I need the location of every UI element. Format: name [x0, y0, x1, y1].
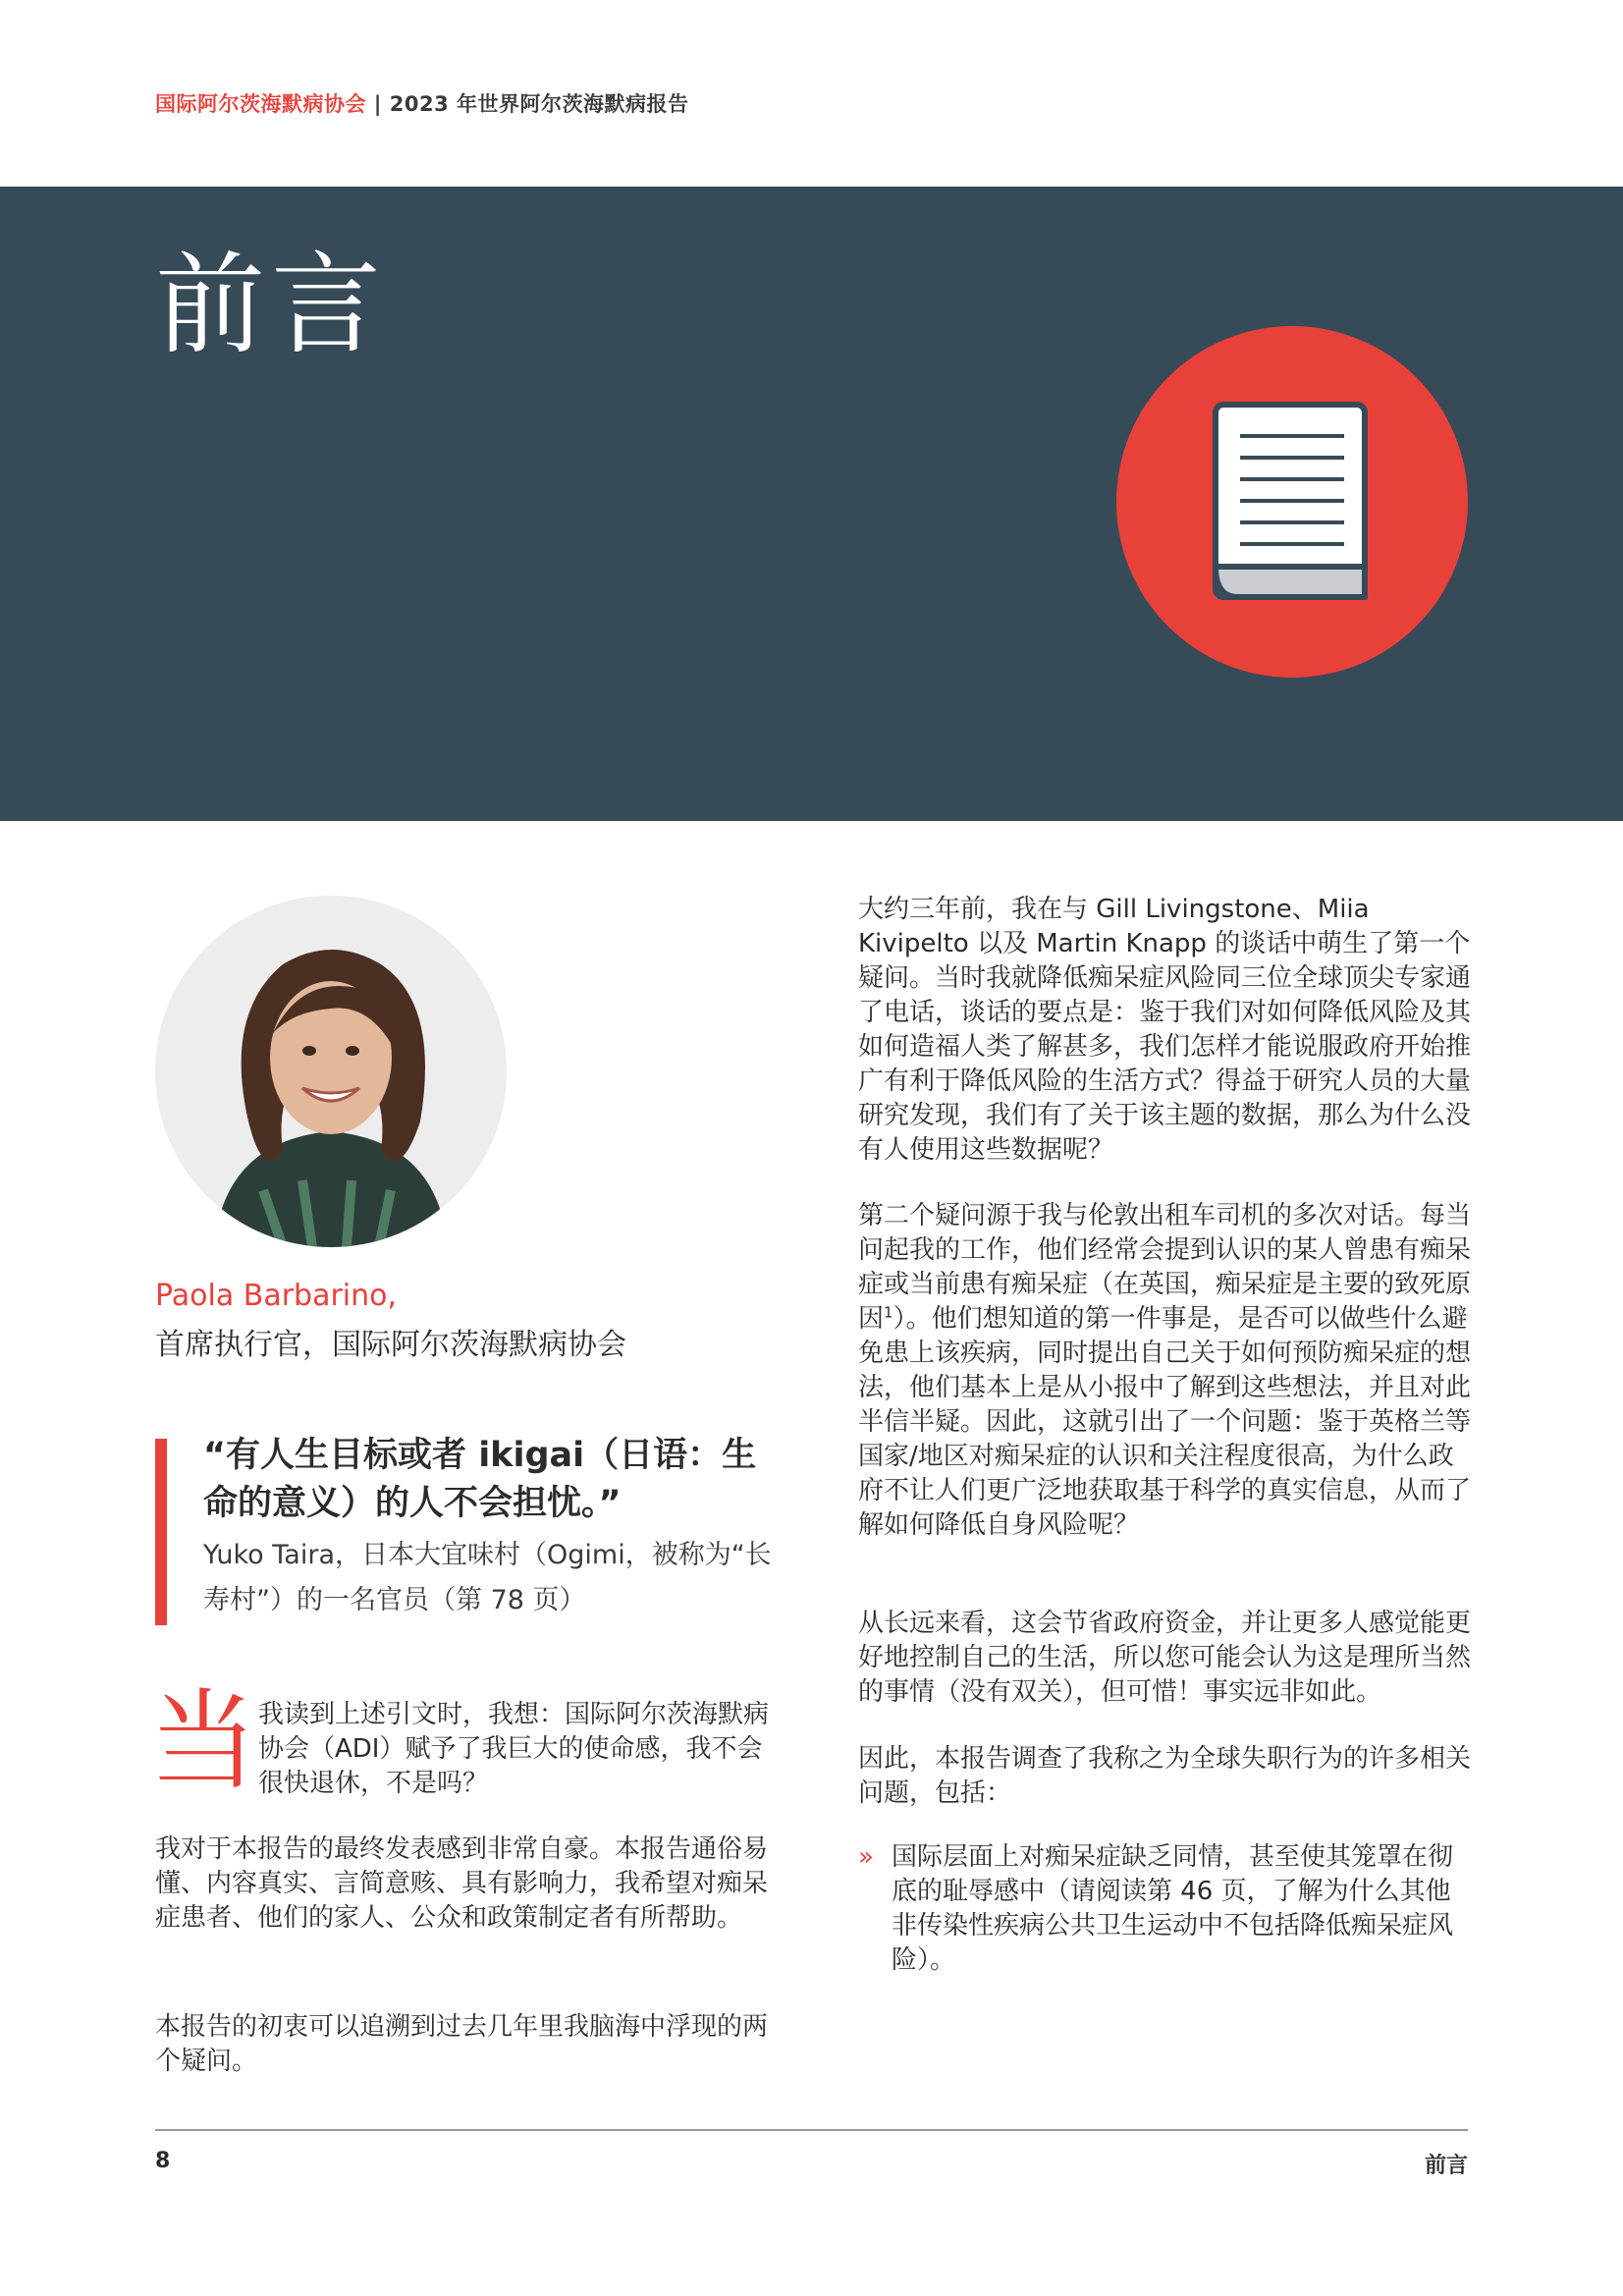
body-paragraph: 大约三年前，我在与 Gill Livingstone、Miia Kivipelto 以及 Martin Knapp 的谈话中萌生了第一个疑问。当时我就降低痴呆症风险同三位全球顶尖专家通了电话，谈话的要点是：鉴于我们对如何降低风险及其如何造福人类了解甚多，我们怎样才能说服政府开始推广有利于降低风险的生活方式？得益于研究人员的大量研究发现，我们有了关于该主题的数据，那么为什么没有人使用这些数据呢？	[858, 895, 1472, 1165]
bullet-marker: »	[858, 1842, 874, 1872]
author-name: Paola Barbarino,	[155, 1279, 398, 1313]
running-header	[155, 88, 689, 118]
quote-attribution: Yuko Taira，日本大宜味村（Ogimi，被称为“长寿村”）的一名官员（第 78 页）	[203, 1540, 772, 1615]
header-separator: |	[366, 92, 390, 116]
quote-accent-bar	[155, 1439, 167, 1625]
body-paragraph: 因此，本报告调查了我称之为全球失职行为的许多相关问题，包括：	[858, 1744, 1472, 1808]
footnote-ref[interactable]: 1	[884, 1303, 893, 1322]
header-report: 2023 年世界阿尔茨海默病报告	[389, 92, 689, 116]
author-role: 首席执行官，国际阿尔茨海默病协会	[155, 1328, 626, 1362]
body-paragraph: 我对于本报告的最终发表感到非常自豪。本报告通俗易懂、内容真实、言简意赅、具有影响力，我希望对痴呆症患者、他们的家人、公众和政策制定者有所帮助。	[155, 1834, 769, 1933]
body-paragraph: 从长远来看，这会节省政府资金，并让更多人感觉能更好地控制自己的生活，所以您可能会认为这是理所当然的事情（没有双关），但可惜！事实远非如此。	[858, 1609, 1472, 1707]
page-number: 8	[155, 2149, 171, 2173]
body-paragraph: 本报告的初衷可以追溯到过去几年里我脑海中浮现的两个疑问。	[155, 2012, 769, 2076]
header-org: 国际阿尔茨海默病协会	[155, 92, 366, 116]
section-title: 前言	[155, 242, 387, 369]
author-portrait	[155, 896, 507, 1247]
paragraph-text: ）。他们想知道的第一件事是，是否可以做些什么避免患上该疾病，同时提出自己关于如何预防痴呆症的想法，他们基本上是从小报中了解到这些想法，并且对此半信半疑。因此，这就引出了一个问题：鉴于英格兰等国家/地区对痴呆症的认识和关注程度很高，为什么政府不让人们更广泛地获取基于科学的真实信息，从而了解如何降低自身风险呢？	[858, 1304, 1472, 1540]
intro-paragraph: 我读到上述引文时，我想：国际阿尔茨海默病协会（ADI）赋予了我巨大的使命感，我不会很快退休，不是吗？	[258, 1700, 770, 1798]
body-paragraph	[858, 1199, 1472, 1543]
footer-divider	[155, 2129, 1468, 2131]
footer-section-title: 前言	[1424, 2154, 1468, 2178]
bullet-text: 国际层面上对痴呆症缺乏同情，甚至使其笼罩在彻底的耻辱感中（请阅读第 46 页，了解为什么其他非传染性疾病公共卫生运动中不包括降低痴呆症风险）。	[892, 1842, 1454, 1975]
pull-quote: “有人生目标或者 ikigai（日语：生命的意义）的人不会担忧。”	[203, 1436, 757, 1523]
drop-cap: 当	[149, 1678, 257, 1804]
paragraph-text: 第二个疑问源于我与伦敦出租车司机的多次对话。每当问起我的工作，他们经常会提到认识的某人曾患有痴呆症或当前患有痴呆症（在英国，痴呆症是主要的致死原因	[858, 1201, 1472, 1334]
book-icon	[1116, 326, 1468, 678]
